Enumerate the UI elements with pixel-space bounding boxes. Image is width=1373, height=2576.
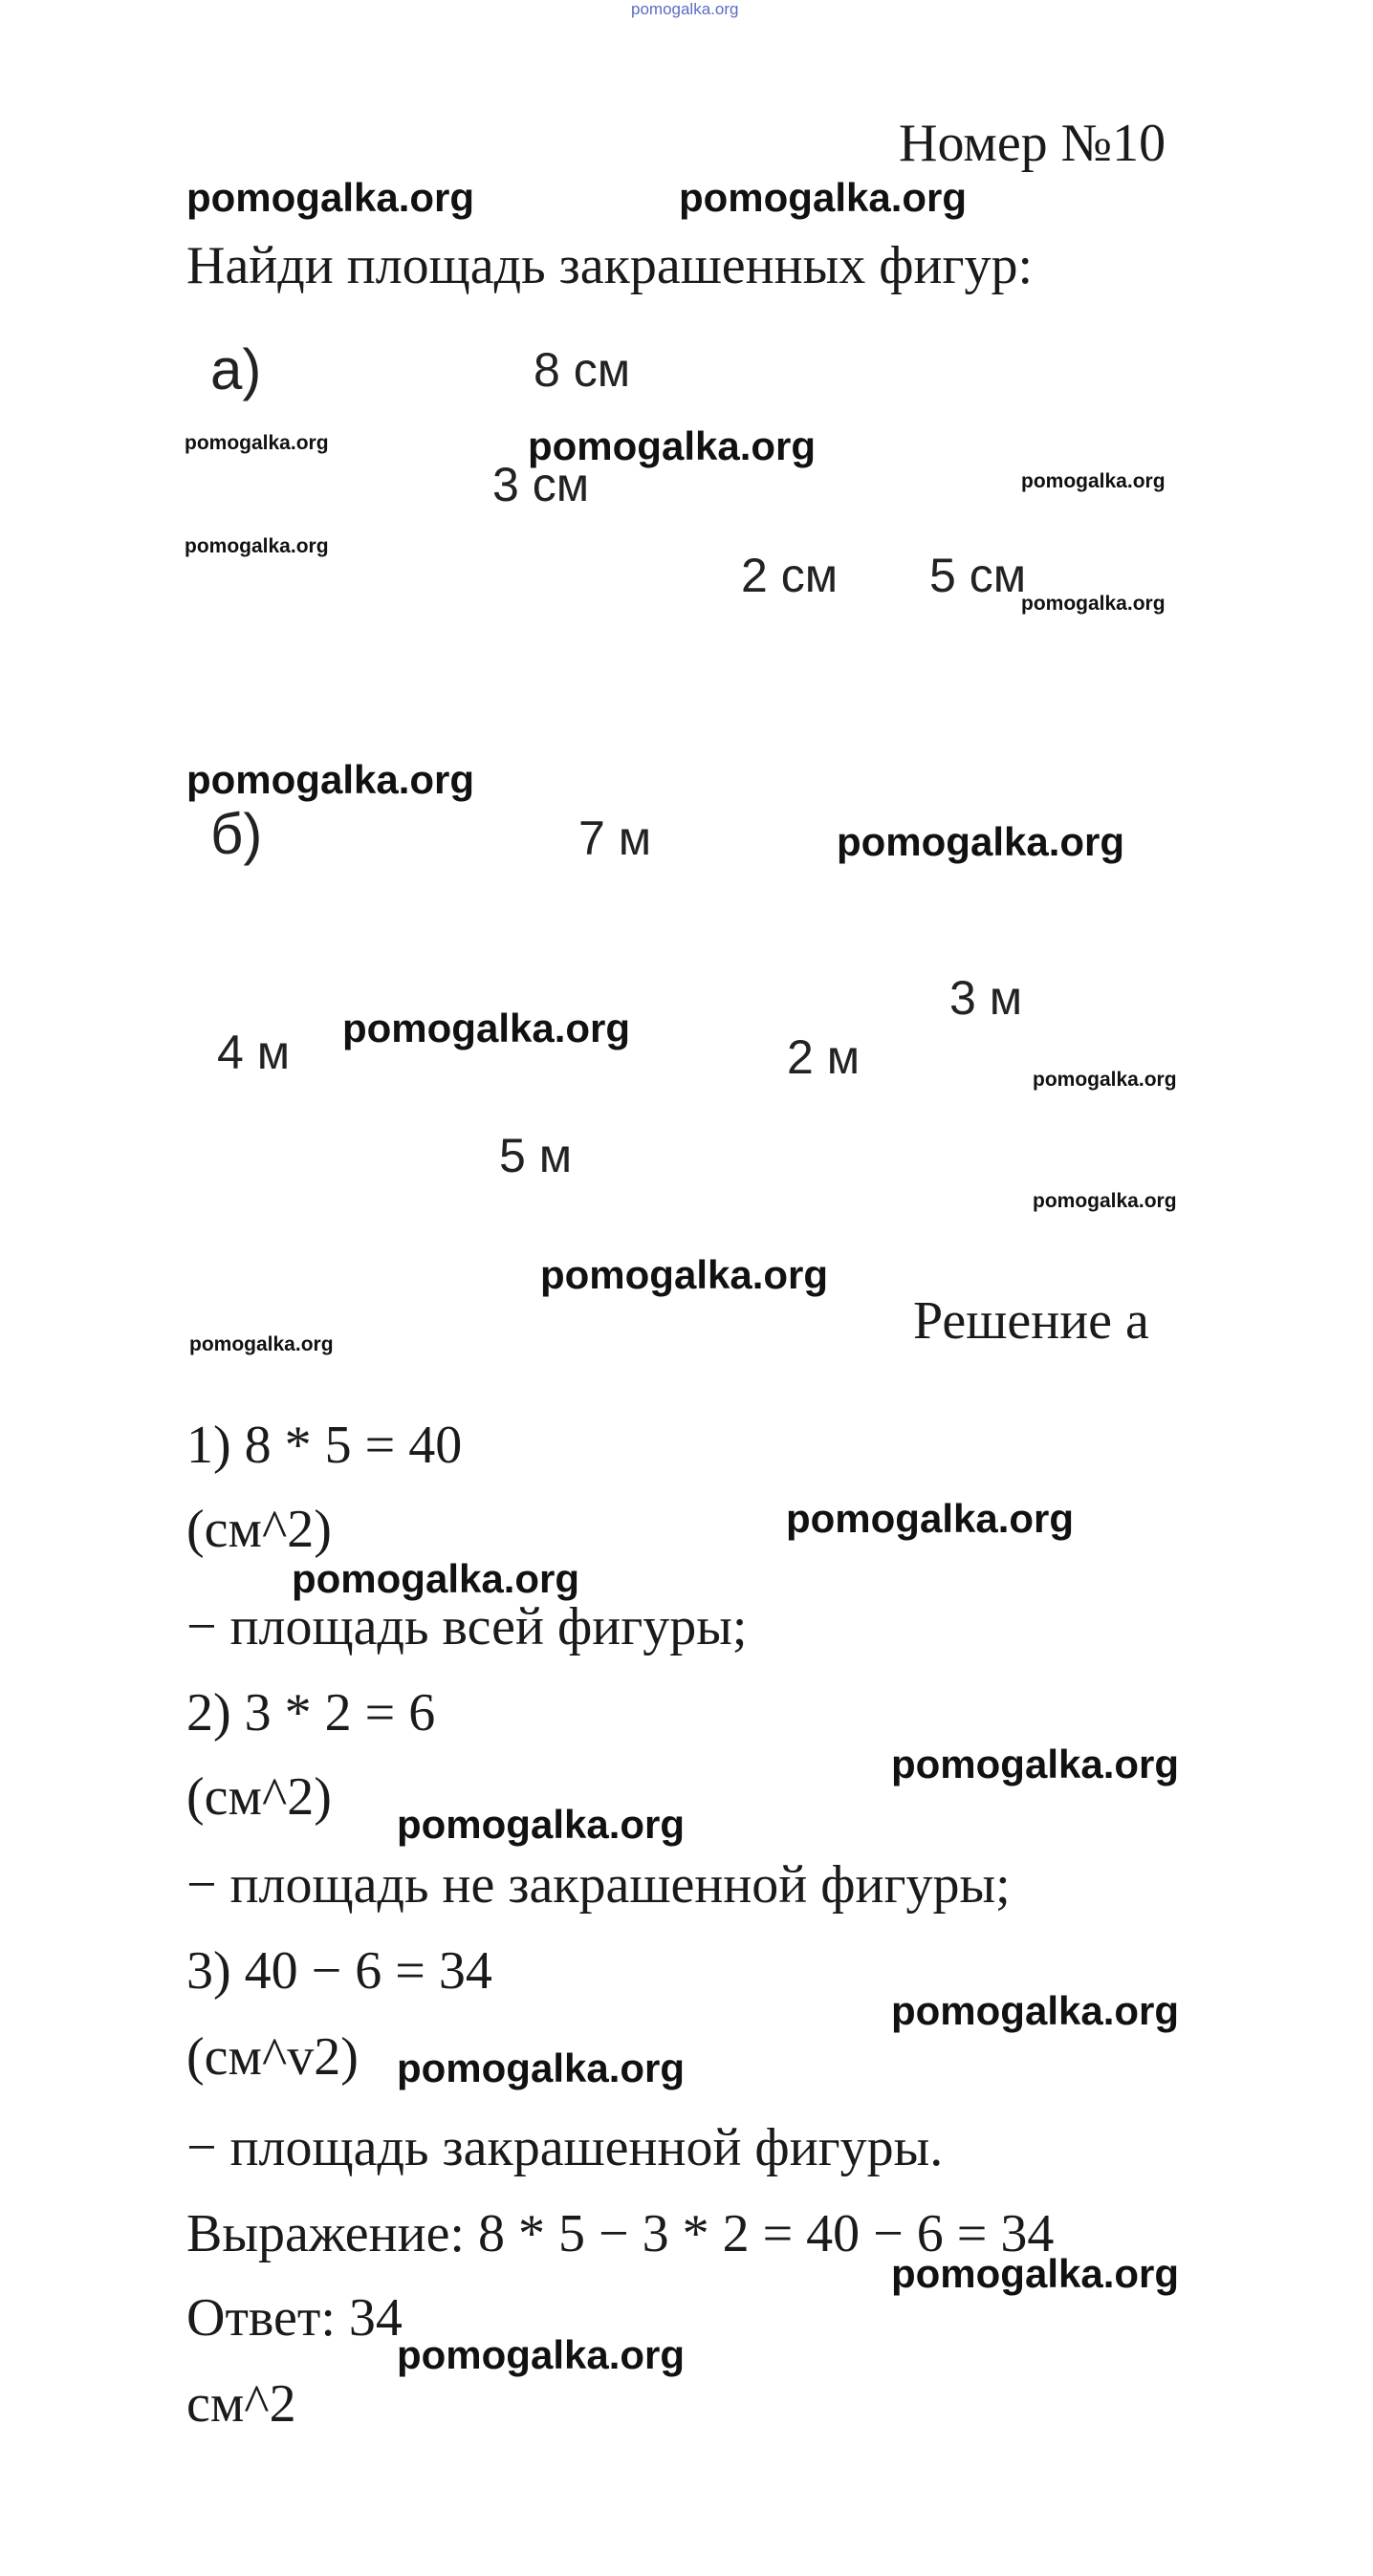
figure-a-top-label: 8 см	[534, 343, 631, 397]
figure-b-bottom-label: 5 м	[499, 1129, 573, 1182]
watermark: pomogalka.org	[837, 819, 1125, 864]
page-title: Номер №10	[899, 114, 1166, 173]
watermark: pomogalka.org	[292, 1556, 580, 1601]
watermark: pomogalka.org	[186, 757, 475, 802]
watermark: pomogalka.org	[397, 2046, 686, 2090]
figure-b-right-label: 3 м	[949, 971, 1023, 1025]
figure-a-inner-width-label: 3 см	[492, 458, 590, 511]
answer-line: Ответ: 34	[186, 2288, 403, 2348]
watermark: pomogalka.org	[186, 175, 475, 220]
watermark: pomogalka.org	[189, 1333, 334, 1355]
step3-expression: 3) 40 − 6 = 34	[186, 1941, 492, 2001]
watermark: pomogalka.org	[528, 423, 817, 468]
watermark: pomogalka.org	[1033, 1190, 1177, 1212]
inner-rectangle	[397, 519, 717, 624]
watermark: pomogalka.org	[397, 1802, 686, 1847]
watermark: pomogalka.org	[185, 535, 329, 557]
figure-b-notch-label: 2 м	[787, 1030, 861, 1084]
task-text: Найди площадь закрашенных фигур:	[186, 236, 1034, 295]
watermark: pomogalka.org	[786, 1496, 1075, 1541]
figure-b-letter: б)	[210, 802, 263, 866]
watermark: pomogalka.org	[679, 175, 968, 220]
watermark: pomogalka.org	[397, 2332, 686, 2377]
step3-unit: (см^v2)	[186, 2027, 359, 2087]
top-watermark: pomogalka.org	[631, 0, 739, 18]
watermark: pomogalka.org	[342, 1006, 631, 1050]
step1-expression: 1) 8 * 5 = 40	[186, 1416, 463, 1475]
watermark: pomogalka.org	[185, 432, 329, 454]
step2-description: − площадь не закрашенной фигуры;	[186, 1855, 1011, 1915]
watermark: pomogalka.org	[891, 2251, 1180, 2296]
watermark: pomogalka.org	[540, 1252, 829, 1297]
solution-title: Решение а	[913, 1291, 1149, 1351]
figure-b-top-label: 7 м	[578, 812, 652, 865]
step2-expression: 2) 3 * 2 = 6	[186, 1683, 436, 1743]
figure-a-inner-height-label: 2 см	[741, 549, 839, 602]
watermark: pomogalka.org	[1021, 593, 1166, 615]
step3-description: − площадь закрашенной фигуры.	[186, 2118, 944, 2177]
figure-b-left-label: 4 м	[217, 1026, 291, 1079]
figure-a-side-label: 5 см	[929, 549, 1027, 602]
step1-description: − площадь всей фигуры;	[186, 1597, 748, 1656]
step2-unit: (см^2)	[186, 1767, 332, 1827]
step1-unit: (см^2)	[186, 1500, 332, 1559]
watermark: pomogalka.org	[891, 1988, 1180, 2033]
watermark: pomogalka.org	[1021, 470, 1166, 492]
figure-a-letter: а)	[210, 337, 262, 401]
answer-unit: см^2	[186, 2374, 296, 2434]
expression-line: Выражение: 8 * 5 − 3 * 2 = 40 − 6 = 34	[186, 2204, 1055, 2263]
watermark: pomogalka.org	[891, 1742, 1180, 1786]
watermark: pomogalka.org	[1033, 1069, 1177, 1091]
